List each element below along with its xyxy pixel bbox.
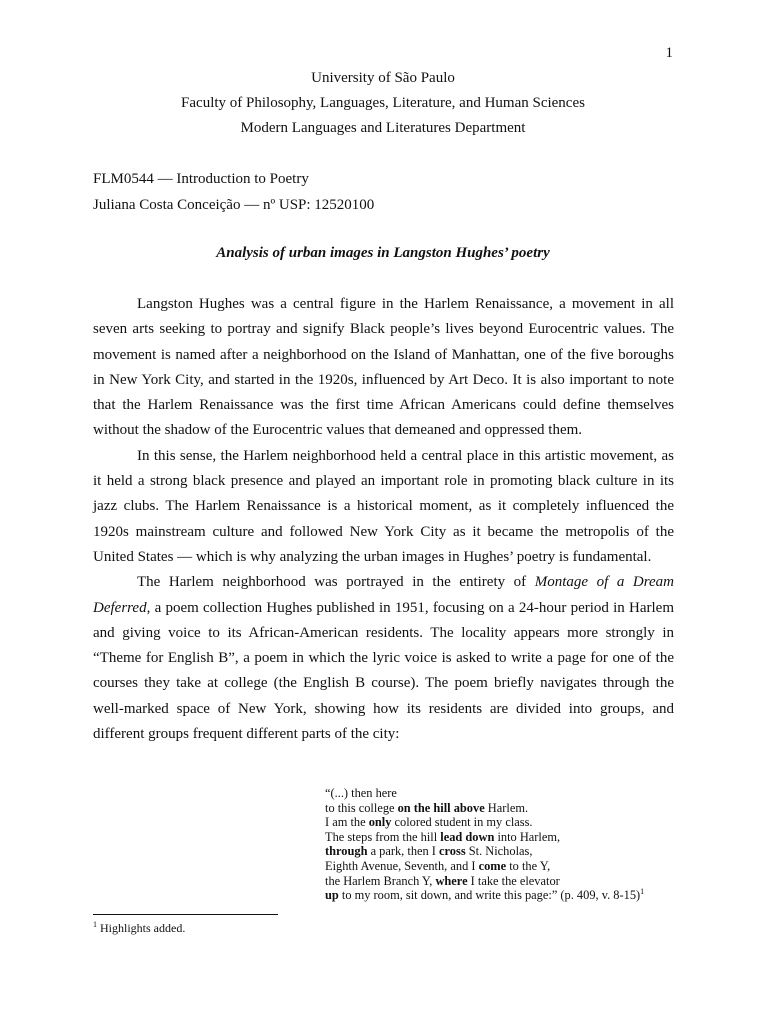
poem-quote	[325, 786, 685, 903]
paragraph-3-part-2: , a poem collection Hughes published in 1951, focusing on a 24-hour period in Harlem and giving voice to its African-American residents. The locality appears more strongly in “Theme for English B”, a poem in which the lyric voice is asked to write a page for one of the courses they take at college (the English B course). The poem briefly navigates through the well-marked space of New York, showing how its residents are divided into groups, and different groups frequent different parts of the city:	[93, 599, 674, 743]
quote-text: I take the elevator	[467, 873, 560, 888]
course-code-line: FLM0544 — Introduction to Poetry	[93, 171, 309, 187]
quote-text: the Harlem Branch Y,	[325, 873, 436, 888]
quote-line-4	[325, 830, 685, 845]
quote-highlight: on the hill above	[397, 800, 485, 815]
author-line: Juliana Costa Conceição — nº USP: 12520100	[93, 196, 375, 213]
book-title: Montage of a Dream Deferred	[93, 574, 674, 616]
quote-text: into Harlem,	[494, 829, 561, 844]
quote-highlight: lead down	[440, 829, 495, 844]
quote-line-1	[325, 786, 685, 801]
footnote-divider	[93, 914, 278, 915]
quote-text: to this college	[325, 800, 398, 815]
university-name: University of São Paulo	[311, 70, 455, 86]
quote-highlight: up	[325, 888, 339, 903]
quote-line-7	[325, 874, 685, 889]
quote-highlight: only	[368, 815, 392, 830]
quote-text: I am the	[325, 815, 369, 830]
footnote-text: Highlights added.	[97, 921, 186, 935]
quote-line-8	[325, 888, 685, 903]
quote-text: to my room, sit down, and write this page:” (p. 409, v. 8-15)	[338, 888, 641, 903]
quote-highlight: cross	[439, 844, 466, 859]
essay-title: Analysis of urban images in Langston Hughes’ poetry	[216, 245, 550, 261]
quote-text: colored student in my class.	[391, 815, 533, 830]
course-info	[93, 167, 673, 218]
page-number: 1	[665, 45, 673, 61]
quote-text: St. Nicholas,	[465, 844, 533, 859]
institution-header	[93, 66, 673, 141]
paragraph-3	[93, 570, 674, 747]
quote-text: a park, then I	[367, 844, 440, 859]
quote-text: to the Y,	[506, 858, 551, 873]
footnote-reference: 1	[640, 887, 645, 897]
quote-line-2	[325, 801, 685, 816]
quote-line-5	[325, 844, 685, 859]
footnote	[93, 920, 185, 936]
quote-text: Harlem.	[484, 800, 529, 815]
department-name: Modern Languages and Literatures Department	[240, 120, 526, 136]
paragraph-1: Langston Hughes was a central figure in the Harlem Renaissance, a movement in all seven arts seeking to portray and signify Black people’s lives beyond Eurocentric values. The movement is named after a neighborhood on the Island of Manhattan, one of the five boroughs in New York City, and started in the 1920s, influenced by Art Deco. It is also important to note that the Harlem Renaissance was the first time African Americans could define themselves without the shadow of the Eurocentric values that demeaned and oppressed them.	[93, 296, 674, 439]
quote-highlight: where	[435, 873, 468, 888]
essay-body	[93, 292, 674, 747]
paragraph-3-part-1: The Harlem neighborhood was portrayed in the entirety of	[137, 574, 535, 591]
quote-text: “(...) then here	[325, 786, 397, 800]
quote-text: The steps from the hill	[325, 829, 441, 844]
footnote-marker: 1	[93, 920, 97, 929]
quote-line-3	[325, 815, 685, 830]
quote-line-6	[325, 859, 685, 874]
quote-highlight: through	[325, 844, 368, 859]
quote-highlight: come	[478, 858, 507, 873]
paragraph-2: In this sense, the Harlem neighborhood held a central place in this artistic movement, as it held a strong black presence and played an important role in promoting black culture in its jazz clubs. The Harlem Renaissance is a historical moment, as it completely influenced the 1920s mainstream culture and followed New York City as it became the metropolis of the United States — which is why analyzing the urban images in Hughes’ poetry is fundamental.	[93, 447, 674, 565]
quote-text: Eighth Avenue, Seventh, and I	[325, 858, 479, 873]
faculty-name: Faculty of Philosophy, Languages, Literature, and Human Sciences	[181, 95, 585, 111]
